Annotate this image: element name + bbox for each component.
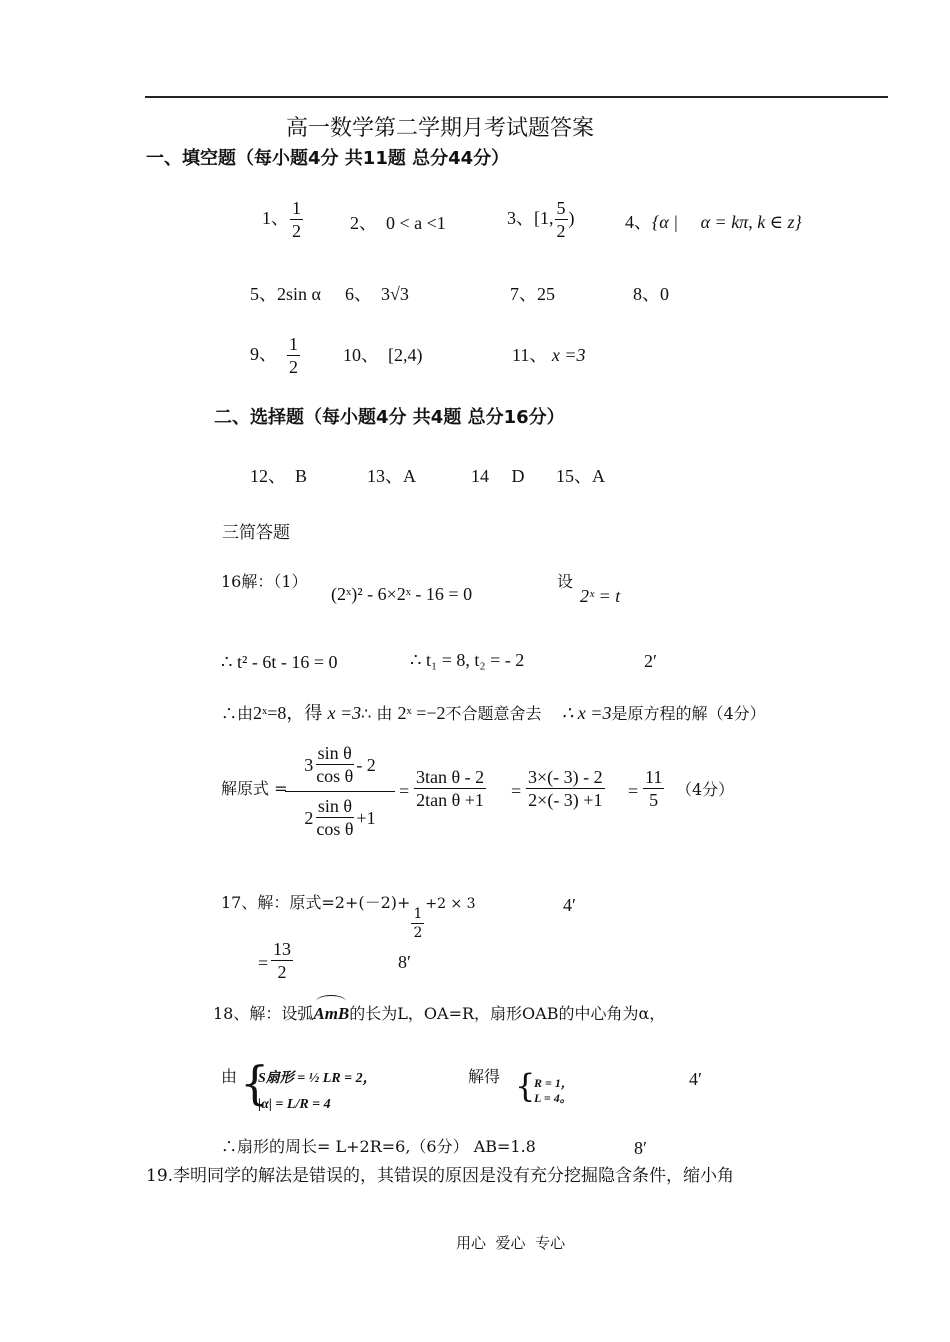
q16-conclusion-f: 不合题意舍去 xyxy=(445,704,542,723)
q16-part2-f3-num: 3×(- 3) - 2 xyxy=(528,767,603,787)
q16-conclusion-b: 2ˣ=8，得 xyxy=(253,703,323,723)
q16-part2-f4 xyxy=(643,768,664,810)
q17-fraction xyxy=(411,907,424,940)
q18-system-eq1: S扇形 = ½ LR = 2， xyxy=(258,1071,377,1086)
answer-9-fraction xyxy=(287,335,300,377)
answer-11-expr: x =3 xyxy=(551,345,586,365)
answer-1-label: 1、 xyxy=(262,208,289,229)
q16-part2-f3 xyxy=(526,768,605,810)
answer-10 xyxy=(343,346,423,364)
q17-label: 17、解：原式=2+(－2)+ xyxy=(221,893,411,912)
answer-1-denominator: 2 xyxy=(292,220,301,241)
q16-roots: ∴ t₁ = 8, t₂ = - 2 xyxy=(410,650,525,670)
q18-arc-mark xyxy=(316,995,346,1008)
q18-result-eq2: L = 4。 xyxy=(534,1091,572,1105)
q17-score-8: 8′ xyxy=(398,952,411,972)
answer-3 xyxy=(507,199,575,241)
answer-9-label: 9、 xyxy=(250,344,277,365)
q17-score-4: 4′ xyxy=(563,895,576,915)
answer-5 xyxy=(250,285,321,303)
answer-3-fraction xyxy=(555,199,568,241)
answer-11-label: 11、 xyxy=(512,345,548,365)
q16-part2-f1-den-coef: 2 xyxy=(304,808,314,828)
answer-1-fraction xyxy=(290,199,303,241)
q16-part2-fraction3 xyxy=(525,768,606,810)
q17-line1 xyxy=(221,895,476,940)
q16-part2-f1-tan xyxy=(314,744,355,786)
q17-equals: = xyxy=(258,953,269,973)
q16-part2-f4-den: 5 xyxy=(649,789,659,810)
answer-12 xyxy=(250,467,307,485)
q16-part2-f1-coef: 3 xyxy=(304,755,314,775)
q18-score-4: 4′ xyxy=(689,1069,702,1089)
q17-result-denominator: 2 xyxy=(277,961,287,982)
q17-denominator: 2 xyxy=(413,924,423,941)
q16-quadratic: ∴ t² - 6t - 16 = 0 xyxy=(221,652,338,672)
q16-part2-f1-den-tan xyxy=(314,797,355,839)
answer-9 xyxy=(250,335,301,377)
answer-12-label: 12、 xyxy=(250,466,286,486)
q16-part2-f1-sin: sin θ xyxy=(317,743,352,764)
answer-8: 8、0 xyxy=(633,284,669,304)
q16-part2-eq1: = xyxy=(399,781,410,801)
answer-3-label: 3、 xyxy=(507,208,534,229)
answer-2-label: 2、 xyxy=(350,213,377,233)
page-footer: 用心 爱心 专心 xyxy=(456,1234,566,1252)
q16-conclusion-g: ∴ x =3 xyxy=(561,703,612,723)
answer-10-expr: [2,4) xyxy=(388,345,423,365)
q16-part2-eq2: = xyxy=(511,781,522,801)
q18-solve: 解得 xyxy=(468,1067,501,1086)
answer-4-label: 4、 xyxy=(625,212,652,232)
q16-set-expr: 2ˣ = t xyxy=(580,586,621,606)
page-title: 高一数学第二学期月考试题答案 xyxy=(286,116,595,141)
q16-part2-f2-den: 2tan θ +1 xyxy=(416,789,484,810)
q18-result-eq1: R = 1， xyxy=(534,1076,573,1090)
q17-numerator: 1 xyxy=(413,906,423,922)
q16-conclusion-c: x =3 xyxy=(327,703,362,723)
q18-arc-label: AmB xyxy=(313,1004,350,1023)
answer-5-label: 5、 xyxy=(250,284,277,304)
q18-by: 由 xyxy=(221,1067,238,1086)
q16-part2-label: 解原式 = xyxy=(221,779,288,798)
answer-14-label: 14 xyxy=(471,466,489,486)
q16-part2-f1-denominator xyxy=(285,794,395,842)
q16-conclusion-d: ∴ 由 xyxy=(361,704,393,723)
q16-conclusion-a: ∴由 xyxy=(221,704,254,723)
section3-heading: 三简答题 xyxy=(222,523,290,543)
answer-6-expr: 3√3 xyxy=(381,284,409,304)
answer-4-expr: {α | α = kπ, k ∈ z} xyxy=(652,212,802,232)
q17-tail: +2 × 3 xyxy=(425,896,476,912)
answer-3-pre: [1, xyxy=(534,208,554,229)
answer-9-denominator: 2 xyxy=(289,356,298,377)
q16-conclusion-h: 是原方程的解（4分） xyxy=(611,704,766,723)
section2-heading: 二、选择题（每小题4分 共4题 总分16分） xyxy=(214,407,565,428)
q16-part2-f2-num: 3tan θ - 2 xyxy=(416,767,485,787)
q16-part2-f1-minus: - 2 xyxy=(356,755,376,775)
answer-5-expr: 2sin α xyxy=(277,284,321,304)
q16-part2-eq3: = xyxy=(628,781,639,801)
q18-arc xyxy=(313,1004,349,1023)
q16-part2-f1-numerator xyxy=(285,741,395,789)
q16-part2-fraction1 xyxy=(285,741,395,842)
answer-2-expr: 0 < a <1 xyxy=(386,213,446,233)
q16-conclusion xyxy=(221,704,766,722)
q16-part2-f1-bar xyxy=(285,791,395,792)
answer-11 xyxy=(512,346,585,364)
q16-conclusion-e: 2ˣ =−2 xyxy=(397,703,446,723)
q16-part2-f1-cos: cos θ xyxy=(316,766,354,786)
q16-set-label: 设 xyxy=(557,572,574,591)
q16-part2-f1-plus: +1 xyxy=(356,808,376,828)
q17-result xyxy=(270,940,294,982)
answer-3-numerator: 5 xyxy=(556,198,566,218)
answer-1 xyxy=(262,199,304,241)
q16-equation: (2ˣ)² - 6×2ˣ - 16 = 0 xyxy=(331,584,473,604)
answer-4 xyxy=(625,213,802,231)
q18-intro: 18、解：设弧 xyxy=(213,1004,314,1023)
header-rule xyxy=(145,96,888,98)
answer-2 xyxy=(350,214,446,232)
answer-3-post: ) xyxy=(568,208,575,229)
q16-part2-score: （4分） xyxy=(676,780,735,799)
q18-result-brace: { xyxy=(515,1067,536,1105)
q16-part2-f1-den-cos: cos θ xyxy=(316,819,354,839)
q18-perimeter: ∴扇形的周长= L+2R=6,（6分） AB=1.8 xyxy=(221,1137,536,1156)
answer-9-numerator: 1 xyxy=(289,334,298,354)
q16-part2-fraction2 xyxy=(413,768,487,810)
answer-3-denominator: 2 xyxy=(556,220,566,241)
q16-part2-f3-den: 2×(- 3) +1 xyxy=(528,789,603,810)
answer-10-label: 10、 xyxy=(343,345,379,365)
answer-14-value: D xyxy=(511,466,525,486)
answer-12-value: B xyxy=(295,466,308,486)
q16-part2-f4-num: 11 xyxy=(645,767,663,787)
q16-score-2: 2′ xyxy=(644,651,657,671)
q16-label: 16解：（1） xyxy=(221,572,308,591)
q17-result-fraction xyxy=(271,940,293,982)
q19-line: 19.李明同学的解法是错误的，其错误的原因是没有充分挖掘隐含条件，缩小角 xyxy=(146,1166,735,1186)
q18-score-8: 8′ xyxy=(634,1138,647,1158)
q18-line1 xyxy=(213,1005,665,1022)
answer-13: 13、A xyxy=(367,466,416,486)
answer-6-label: 6、 xyxy=(345,284,372,304)
q16-part2-f2 xyxy=(414,768,486,810)
section1-heading: 一、填空题（每小题4分 共11题 总分44分） xyxy=(146,148,510,169)
answer-14 xyxy=(471,467,525,485)
q18-system-eq2: |α| = L/R = 4 xyxy=(258,1097,331,1112)
answer-7: 7、25 xyxy=(510,284,555,304)
q18-system-brace: { xyxy=(240,1056,270,1110)
answer-1-numerator: 1 xyxy=(292,198,301,218)
q18-rest: 的长为L，OA=R，扇形OAB的中心角为α， xyxy=(349,1004,666,1023)
answer-15: 15、A xyxy=(556,466,605,486)
q17-result-numerator: 13 xyxy=(273,939,291,959)
q16-part2-fraction4 xyxy=(642,768,665,810)
q16-part2-f1-den-sin: sin θ xyxy=(317,796,352,817)
answer-6 xyxy=(345,285,409,303)
